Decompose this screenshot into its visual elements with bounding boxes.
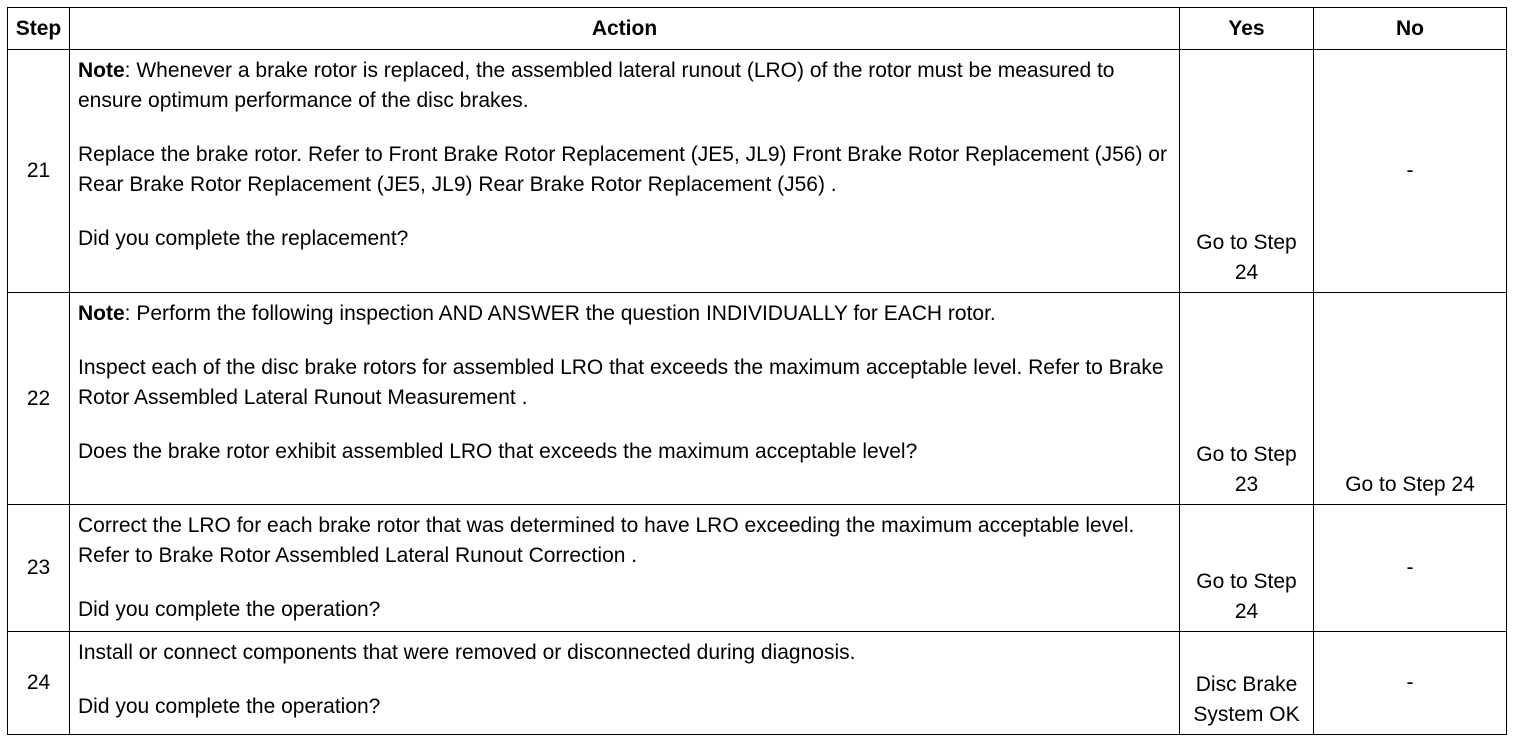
- note-label: Note: [78, 302, 125, 325]
- note: [78, 299, 1171, 329]
- note-label: Note: [78, 59, 125, 82]
- table-row: [8, 505, 1507, 632]
- instruction-text: Correct the LRO for each brake rotor that was determined to have LRO exceeding the maximum acceptable level. Refer to Brake Rotor Assembled Lateral Runout Correction .: [78, 514, 1135, 567]
- step-number: 21: [8, 50, 70, 293]
- table-row: [8, 632, 1507, 735]
- note-text: : Whenever a brake rotor is replaced, the assembled lateral runout (LRO) of the rotor must be measured to ensure optimum performance of the disc brakes.: [78, 59, 1115, 112]
- no-result: Go to Step 24: [1314, 293, 1507, 505]
- instruction-text: Replace the brake rotor. Refer to Front Brake Rotor Replacement (JE5, JL9) Front Brake Rotor Replacement (J56) or Rear Brake Rotor Replacement (JE5, JL9) Rear Brake Rotor Replacement (J56) .: [78, 143, 1167, 196]
- no-result: -: [1314, 50, 1507, 293]
- header-action: Action: [70, 8, 1180, 50]
- instruction-text: Install or connect components that were removed or disconnected during diagnosis.: [78, 641, 856, 664]
- header-no: No: [1314, 8, 1507, 50]
- diagnostic-table: [7, 7, 1507, 735]
- action-cell: [70, 505, 1180, 632]
- table-row: [8, 50, 1507, 293]
- yes-result: Go to Step 23: [1180, 293, 1314, 505]
- action-cell: [70, 50, 1180, 293]
- step-number: 24: [8, 632, 70, 735]
- action-cell: [70, 293, 1180, 505]
- step-number: 22: [8, 293, 70, 505]
- yes-result: Go to Step 24: [1180, 50, 1314, 293]
- no-result: -: [1314, 505, 1507, 632]
- header-yes: Yes: [1180, 8, 1314, 50]
- question-text: Did you complete the replacement?: [78, 227, 409, 250]
- header-row: [8, 8, 1507, 50]
- table-row: [8, 293, 1507, 505]
- instruction-text: Inspect each of the disc brake rotors for assembled LRO that exceeds the maximum acceptable level. Refer to Brake Rotor Assembled Lateral Runout Measurement .: [78, 356, 1164, 409]
- yes-result: Go to Step 24: [1180, 505, 1314, 632]
- step-number: 23: [8, 505, 70, 632]
- yes-result: Disc Brake System OK: [1180, 632, 1314, 735]
- action-cell: [70, 632, 1180, 735]
- note: [78, 56, 1171, 116]
- note-text: : Perform the following inspection AND ANSWER the question INDIVIDUALLY for EACH rotor.: [124, 302, 996, 325]
- header-step: Step: [8, 8, 70, 50]
- question-text: Did you complete the operation?: [78, 695, 381, 718]
- no-result: -: [1314, 632, 1507, 735]
- question-text: Did you complete the operation?: [78, 598, 381, 621]
- question-text: Does the brake rotor exhibit assembled LRO that exceeds the maximum acceptable level?: [78, 440, 918, 463]
